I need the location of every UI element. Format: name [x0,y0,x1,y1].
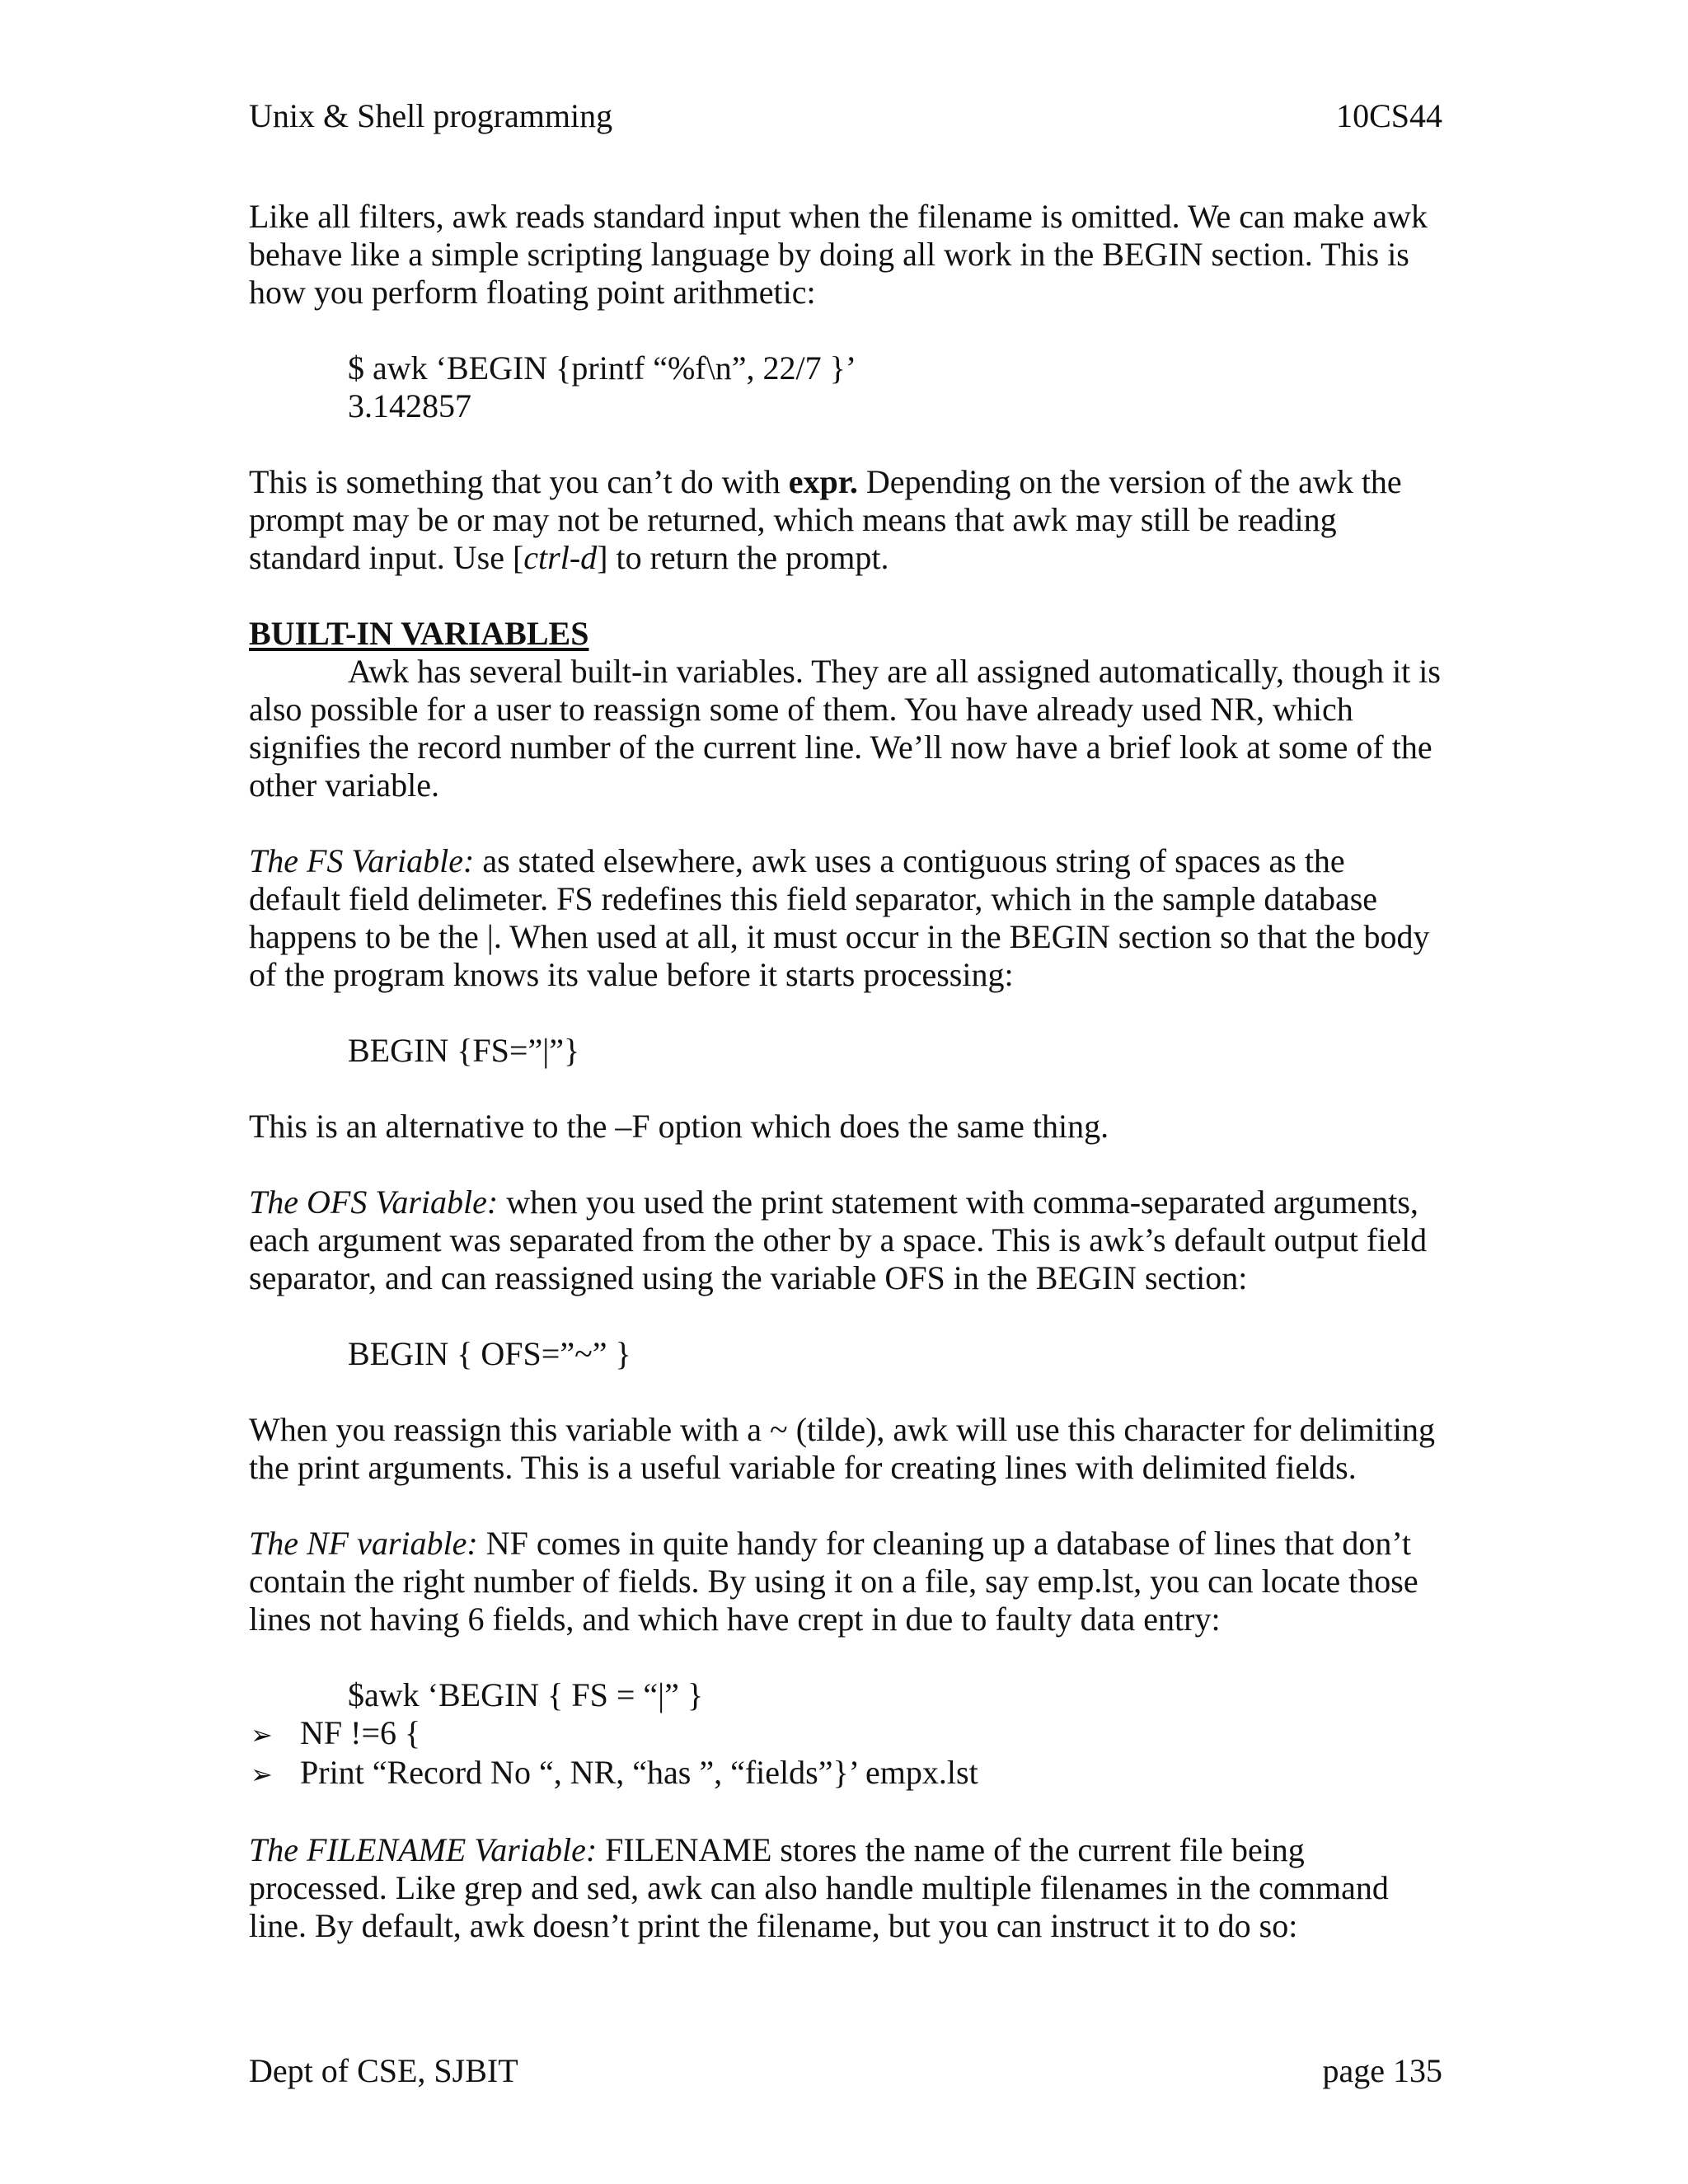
spacer [249,994,1444,1032]
text-run: This is something that you can’t do with [249,463,789,500]
fs-code [249,1032,1444,1070]
ofs-text: when you used the print statement with comma-separated arguments, each argument was separated from the other by a space. This is awk’s default output field separator, and can reassigned using the variable OFS in the BEGIN section: [249,1183,1428,1296]
intro-paragraph: Like all filters, awk reads standard input when the filename is omitted. We can make awk behave like a simple scripting language by doing all work in the BEGIN section. This is how you perform floating point arithmetic: [249,198,1428,311]
code-line: $awk ‘BEGIN { FS = “|” } [348,1676,704,1713]
spacer [249,804,1444,842]
spacer [249,1373,1444,1411]
page-footer [249,2052,1442,2090]
bullet-text: Print “Record No “, NR, “has ”, “fields”}’ empx.lst [300,1754,978,1791]
spacer [249,1070,1444,1108]
arrow-bullet-icon: ➢ [251,1719,273,1750]
text-run: ] to return the prompt. [597,539,889,576]
spacer [249,312,1444,349]
code-line: BEGIN {FS=”|”} [348,1032,580,1069]
ctrl-d-key: ctrl-d [523,539,598,576]
fs-text: as stated elsewhere, awk uses a contiguous string of spaces as the default field delimeter. FS redefines this field separator, which in the sample database happens to be the |. When used at all, it must occur in the BEGIN section so that the body of the program knows its value before it starts processing: [249,842,1430,993]
nf-term: The NF variable: [249,1525,478,1562]
code-line: $ awk ‘BEGIN {printf “%f\n”, 22/7 }’ [348,349,857,387]
spacer [249,425,1444,463]
ofs-paragraph [249,1183,1444,1297]
spacer [249,1146,1444,1183]
filename-paragraph [249,1831,1444,1945]
nf-code [249,1676,1444,1714]
header-course-code: 10CS44 [1336,97,1442,134]
section-heading-wrap [249,615,1444,653]
builtin-variables-paragraph: Awk has several built-in variables. They are all assigned automatically, though it is also possible for a user to reassign some of them. You have already used NR, which signifies the record number of the current line. We’ll now have a brief look at some of the other variable. [249,653,1441,804]
nf-paragraph [249,1525,1444,1638]
ofs-code [249,1335,1444,1373]
expr-keyword: expr. [788,463,858,500]
section-heading: BUILT-IN VARIABLES [249,615,589,652]
filename-text: FILENAME stores the name of the current file being processed. Like grep and sed, awk can also handle multiple filenames in the command line. By default, awk doesn’t print the filename, but you can instruct it to do so: [249,1831,1389,1944]
text-run: Depending on the version of the awk the prompt may be or may not be returned, which means that awk may still be reading standard input. Use [ [249,463,1402,576]
spacer [249,577,1444,615]
page-number: page 135 [1322,2052,1442,2089]
page-header [249,97,1442,135]
filename-term: The FILENAME Variable: [249,1831,598,1868]
fs-paragraph [249,842,1444,994]
ofs-note: When you reassign this variable with a ~ (tilde), awk will use this character for delimiting the print arguments. This is a useful variable for creating lines with delimited fields. [249,1411,1436,1486]
spacer [249,1297,1444,1335]
arrow-bullet-icon: ➢ [251,1759,273,1790]
list-item [249,1754,1444,1793]
fs-term: The FS Variable: [249,842,475,879]
spacer [249,1487,1444,1525]
bullet-text: NF !=6 { [300,1714,421,1751]
ofs-term: The OFS Variable: [249,1183,499,1221]
code-example-printf [249,349,1444,387]
nf-text: NF comes in quite handy for cleaning up a database of lines that don’t contain the right number of fields. By using it on a file, say emp.lst, you can locate those lines not having 6 fields, and which have crept in due to faulty data entry: [249,1525,1418,1638]
expr-paragraph [249,463,1444,577]
spacer [249,1793,1444,1831]
list-item [249,1714,1444,1754]
code-line: BEGIN { OFS=”~” } [348,1335,631,1372]
code-line: 3.142857 [348,387,471,424]
footer-department: Dept of CSE, SJBIT [249,2052,518,2089]
fs-note: This is an alternative to the –F option which does the same thing. [249,1108,1109,1145]
spacer [249,1638,1444,1676]
page-body [249,198,1444,1945]
header-course-title: Unix & Shell programming [249,97,613,134]
code-output [249,387,1444,425]
